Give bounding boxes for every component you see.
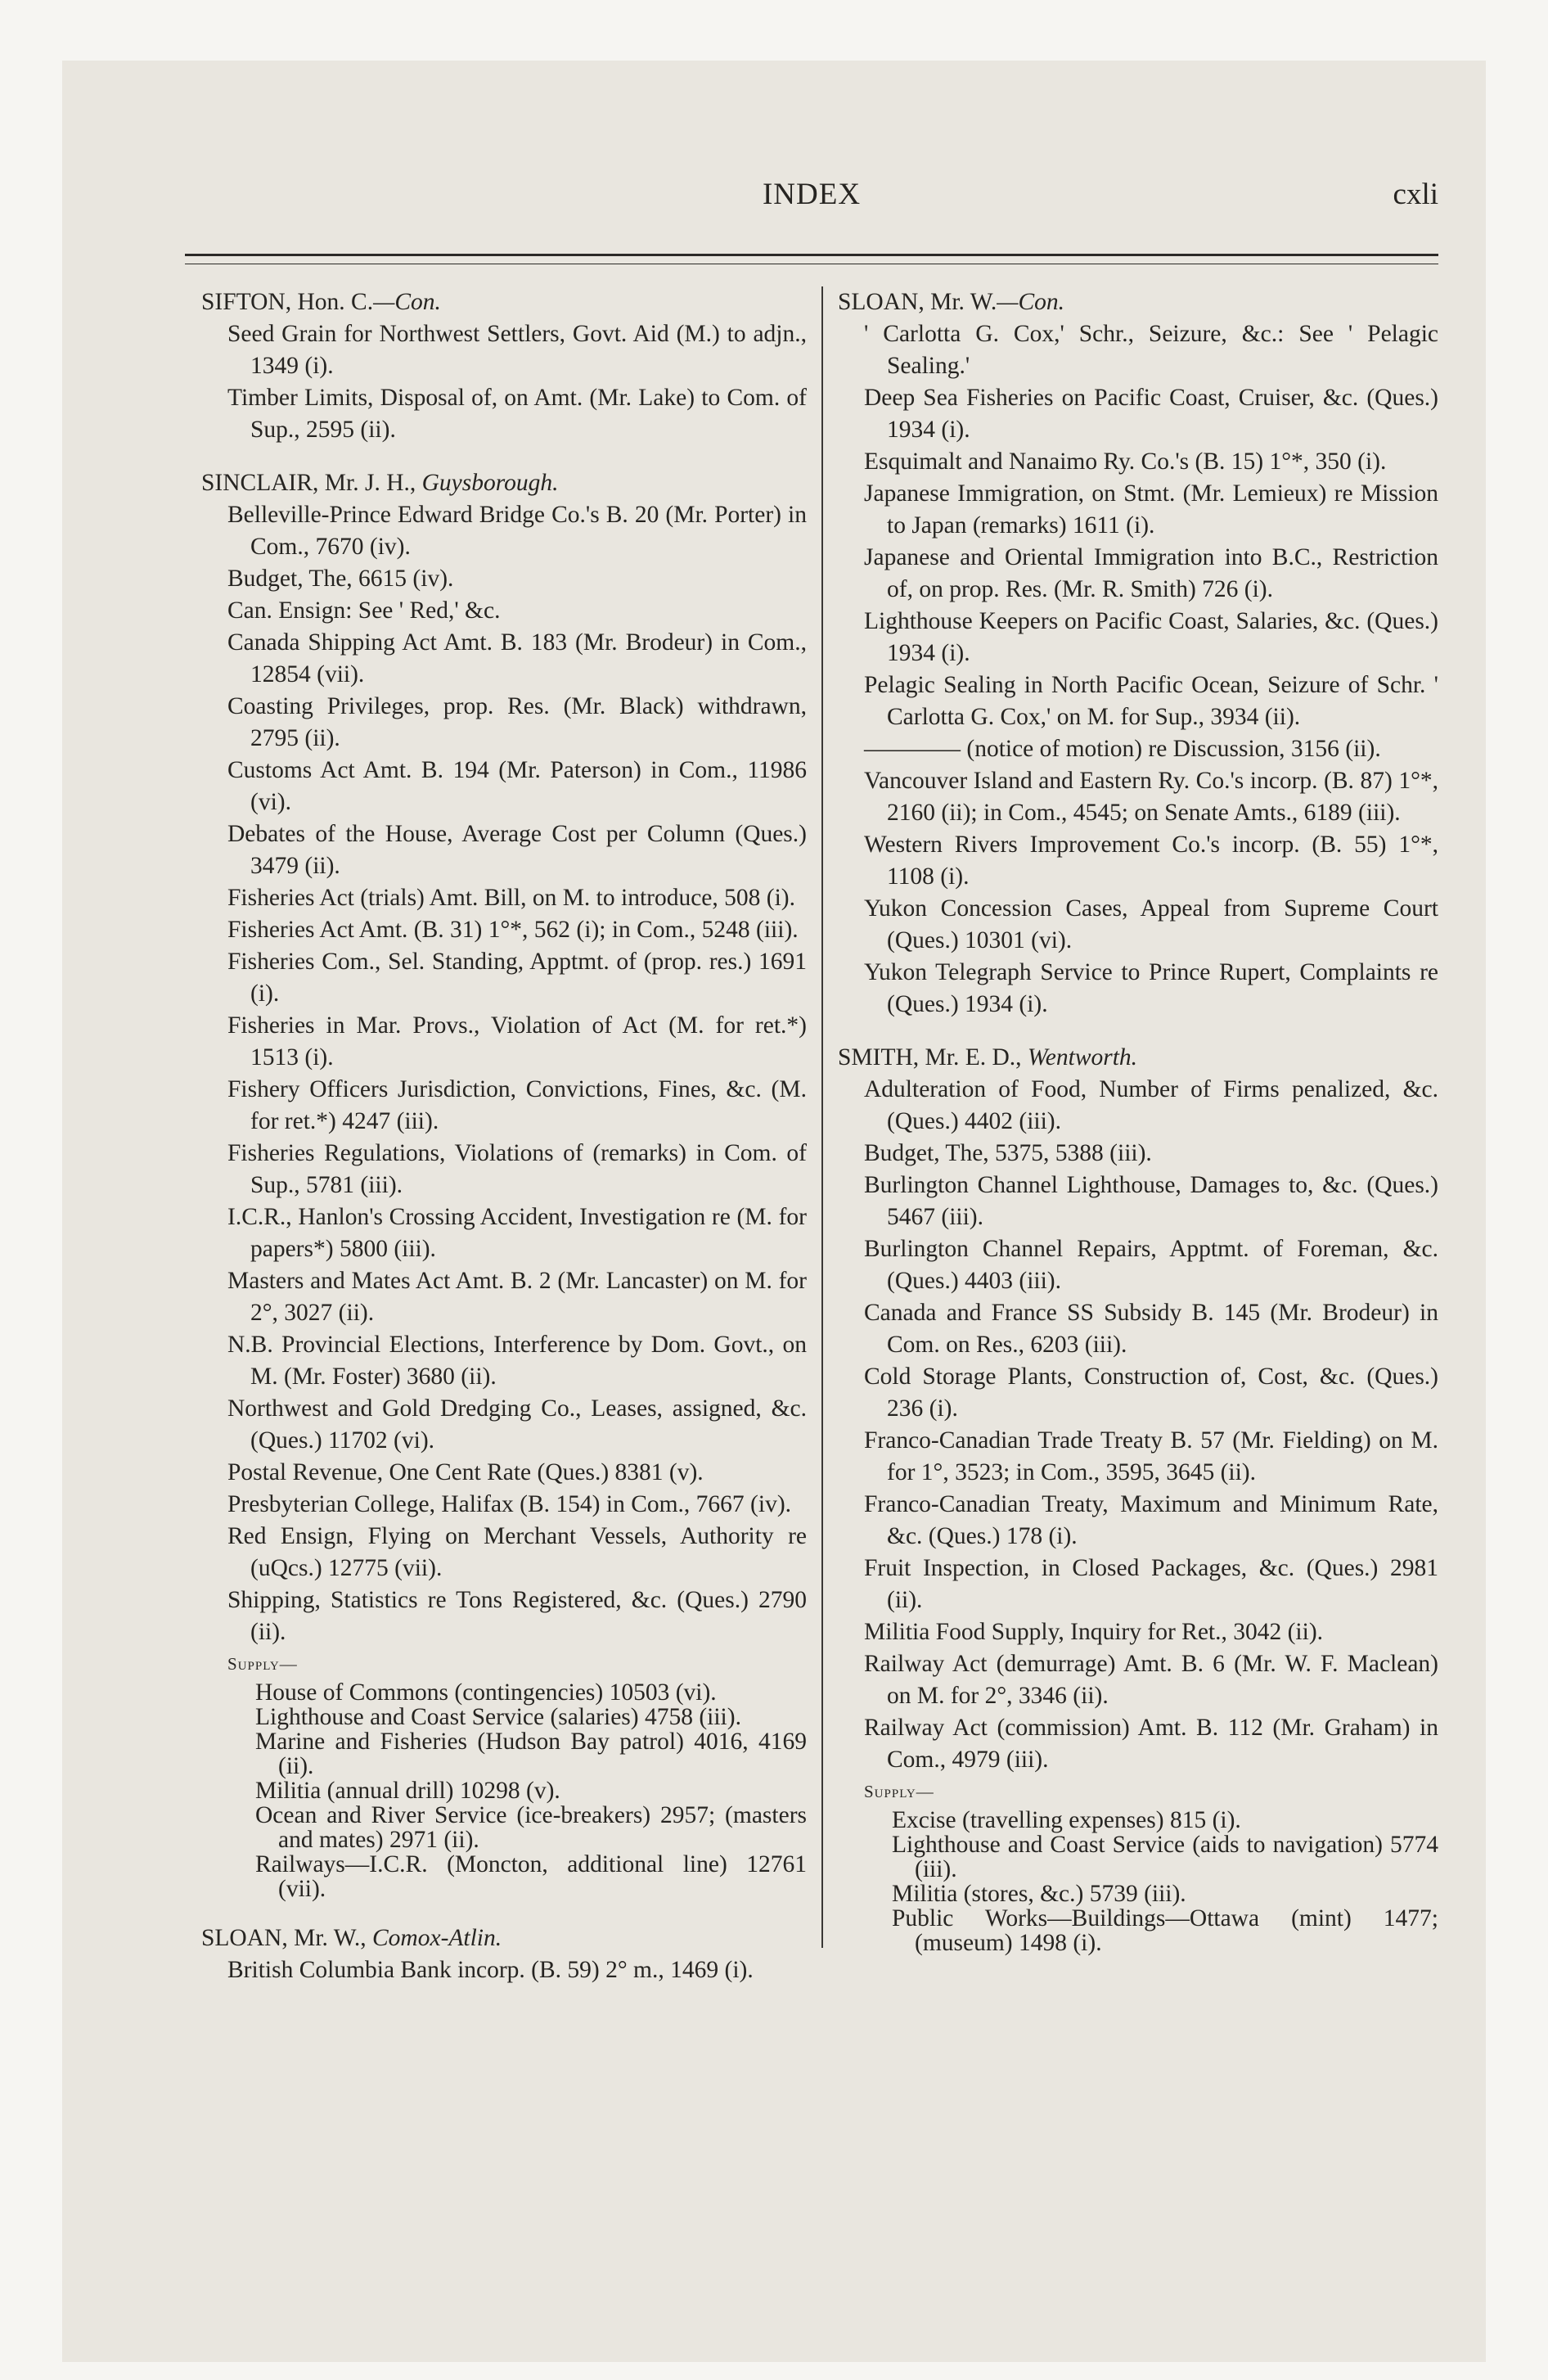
- supply-entry: Excise (travelling expenses) 815 (i).: [892, 1807, 1241, 1833]
- index-entry: I.C.R., Hanlon's Crossing Accident, Investigation re (M. for papers*) 5800 (iii).: [227, 1204, 807, 1262]
- index-entry: Coasting Privileges, prop. Res. (Mr. Black) withdrawn, 2795 (ii).: [227, 693, 807, 751]
- index-entry: Pelagic Sealing in North Pacific Ocean, Seizure of Schr. ' Carlotta G. Cox,' on M. for Sup., 3934 (ii).: [864, 672, 1438, 730]
- index-heading-sloan-con: [838, 286, 1438, 318]
- index-entry: Masters and Mates Act Amt. B. 2 (Mr. Lancaster) on M. for 2°, 3027 (ii).: [227, 1268, 807, 1326]
- heading-suffix: —Con.: [997, 289, 1065, 315]
- smith-entries: [838, 1074, 1438, 1776]
- index-heading-smith: [838, 1042, 1438, 1074]
- index-entry: Railway Act (demurrage) Amt. B. 6 (Mr. W. F. Maclean) on M. for 2°, 3346 (ii).: [864, 1651, 1438, 1709]
- right-column: [838, 286, 1438, 1955]
- index-entry: Fisheries Regulations, Violations of (remarks) in Com. of Sup., 5781 (iii).: [227, 1140, 807, 1198]
- page-number: cxli: [1393, 178, 1438, 211]
- index-entry: Lighthouse Keepers on Pacific Coast, Salaries, &c. (Ques.) 1934 (i).: [864, 608, 1438, 666]
- sifton-entries: [201, 318, 807, 446]
- index-entry: Burlington Channel Lighthouse, Damages to, &c. (Ques.) 5467 (iii).: [864, 1172, 1438, 1230]
- heading-name: SIFTON, Hon. C.: [201, 289, 374, 315]
- index-entry: Fisheries Com., Sel. Standing, Apptmt. of (prop. res.) 1691 (i).: [227, 949, 807, 1007]
- index-entry: N.B. Provincial Elections, Interference by Dom. Govt., on M. (Mr. Foster) 3680 (ii).: [227, 1332, 807, 1390]
- index-entry: Red Ensign, Flying on Merchant Vessels, Authority re (uQcs.) 12775 (vii).: [227, 1523, 807, 1581]
- index-entry: Militia Food Supply, Inquiry for Ret., 3042 (ii).: [864, 1619, 1324, 1645]
- sinclair-supply-entries: [201, 1680, 807, 1901]
- supply-label: Supply—: [864, 1782, 934, 1801]
- index-entry: Timber Limits, Disposal of, on Amt. (Mr. Lake) to Com. of Sup., 2595 (ii).: [227, 385, 807, 443]
- heading-name: SLOAN, Mr. W.: [838, 289, 997, 315]
- heading-suffix: Guysborough.: [421, 470, 559, 496]
- index-entry: Fruit Inspection, in Closed Packages, &c. (Ques.) 2981 (ii).: [864, 1555, 1438, 1613]
- index-entry: British Columbia Bank incorp. (B. 59) 2° m., 1469 (i).: [227, 1957, 754, 1983]
- heading-suffix: Comox-Atlin.: [372, 1925, 502, 1951]
- sloan-con-entries: [838, 318, 1438, 1021]
- index-heading-sifton: [201, 286, 807, 318]
- heading-name: SMITH, Mr. E. D.,: [838, 1044, 1022, 1071]
- index-entry: Belleville-Prince Edward Bridge Co.'s B. 20 (Mr. Porter) in Com., 7670 (iv).: [227, 502, 807, 560]
- index-entry: Vancouver Island and Eastern Ry. Co.'s incorp. (B. 87) 1°*, 2160 (ii); in Com., 4545; on Senate Amts., 6189 (iii).: [864, 768, 1438, 826]
- index-entry: Cold Storage Plants, Construction of, Cost, &c. (Ques.) 236 (i).: [864, 1364, 1438, 1422]
- heading-name: SINCLAIR, Mr. J. H.,: [201, 470, 416, 496]
- supply-entry: Lighthouse and Coast Service (aids to navigation) 5774 (iii).: [892, 1832, 1438, 1882]
- header-rule-thick: [185, 254, 1438, 256]
- index-entry: Shipping, Statistics re Tons Registered, &c. (Ques.) 2790 (ii).: [227, 1587, 807, 1645]
- page-title: INDEX: [762, 178, 862, 211]
- supply-label: Supply—: [227, 1654, 298, 1674]
- index-entry: Yukon Telegraph Service to Prince Rupert, Complaints re (Ques.) 1934 (i).: [864, 959, 1438, 1017]
- index-entry: Japanese and Oriental Immigration into B.C., Restriction of, on prop. Res. (Mr. R. Smith) 726 (i).: [864, 544, 1438, 602]
- index-entry: Fisheries Act (trials) Amt. Bill, on M. to introduce, 508 (i).: [227, 885, 795, 911]
- left-column: [201, 286, 807, 1986]
- supply-entry: Militia (annual drill) 10298 (v).: [255, 1778, 560, 1804]
- index-entry: Postal Revenue, One Cent Rate (Ques.) 8381 (v).: [227, 1459, 704, 1485]
- index-heading-sinclair: [201, 467, 807, 499]
- supply-entry: Marine and Fisheries (Hudson Bay patrol) 4016, 4169 (ii).: [255, 1729, 807, 1779]
- index-entry: Budget, The, 5375, 5388 (iii).: [864, 1140, 1152, 1166]
- index-entry: Deep Sea Fisheries on Pacific Coast, Cruiser, &c. (Ques.) 1934 (i).: [864, 385, 1438, 443]
- index-entry: ' Carlotta G. Cox,' Schr., Seizure, &c.: See ' Pelagic Sealing.': [864, 321, 1438, 379]
- index-entry: Fishery Officers Jurisdiction, Convictions, Fines, &c. (M. for ret.*) 4247 (iii).: [227, 1076, 807, 1134]
- sinclair-entries: [201, 499, 807, 1648]
- index-entry: Fisheries Act Amt. (B. 31) 1°*, 562 (i); in Com., 5248 (iii).: [227, 917, 799, 943]
- supply-entry: House of Commons (contingencies) 10503 (vi).: [255, 1679, 717, 1706]
- index-entry: Fisheries in Mar. Provs., Violation of Act (M. for ret.*) 1513 (i).: [227, 1012, 807, 1071]
- index-entry: Presbyterian College, Halifax (B. 154) in Com., 7667 (iv).: [227, 1491, 792, 1517]
- index-entry: ———— (notice of motion) re Discussion, 3156 (ii).: [864, 736, 1381, 762]
- index-entry: Northwest and Gold Dredging Co., Leases, assigned, &c. (Ques.) 11702 (vi).: [227, 1395, 807, 1454]
- index-entry: Franco-Canadian Treaty, Maximum and Minimum Rate, &c. (Ques.) 178 (i).: [864, 1491, 1438, 1549]
- index-entry: Debates of the House, Average Cost per Column (Ques.) 3479 (ii).: [227, 821, 807, 879]
- column-divider: [821, 286, 823, 1948]
- index-entry: Canada Shipping Act Amt. B. 183 (Mr. Brodeur) in Com., 12854 (vii).: [227, 629, 807, 687]
- heading-suffix: —Con.: [373, 289, 441, 315]
- index-heading-sloan: [201, 1922, 807, 1954]
- index-entry: Adulteration of Food, Number of Firms penalized, &c. (Ques.) 4402 (iii).: [864, 1076, 1438, 1134]
- supply-entry: Lighthouse and Coast Service (salaries) 4758 (iii).: [255, 1704, 741, 1730]
- supply-entry: Militia (stores, &c.) 5739 (iii).: [892, 1881, 1186, 1907]
- index-entry: Franco-Canadian Trade Treaty B. 57 (Mr. Fielding) on M. for 1°, 3523; in Com., 3595, 3645 (ii).: [864, 1427, 1438, 1485]
- index-entry: Canada and France SS Subsidy B. 145 (Mr. Brodeur) in Com. on Res., 6203 (iii).: [864, 1300, 1438, 1358]
- smith-supply-entries: [838, 1808, 1438, 1955]
- index-entry: Yukon Concession Cases, Appeal from Supreme Court (Ques.) 10301 (vi).: [864, 895, 1438, 953]
- index-entry: Esquimalt and Nanaimo Ry. Co.'s (B. 15) 1°*, 350 (i).: [864, 449, 1387, 475]
- page-header: [185, 177, 1438, 226]
- supply-entry: Ocean and River Service (ice-breakers) 2957; (masters and mates) 2971 (ii).: [255, 1802, 807, 1853]
- supply-entry: Railways—I.C.R. (Moncton, additional line) 12761 (vii).: [255, 1851, 807, 1902]
- supply-entry: Public Works—Buildings—Ottawa (mint) 1477; (museum) 1498 (i).: [892, 1905, 1438, 1956]
- index-entry: Burlington Channel Repairs, Apptmt. of Foreman, &c. (Ques.) 4403 (iii).: [864, 1236, 1438, 1294]
- index-entry: Can. Ensign: See ' Red,' &c.: [227, 597, 501, 624]
- index-entry: Seed Grain for Northwest Settlers, Govt. Aid (M.) to adjn., 1349 (i).: [227, 321, 807, 379]
- sloan-entries: [201, 1954, 807, 1986]
- index-entry: Railway Act (commission) Amt. B. 112 (Mr. Graham) in Com., 4979 (iii).: [864, 1715, 1438, 1773]
- heading-name: SLOAN, Mr. W.,: [201, 1925, 367, 1951]
- index-entry: Budget, The, 6615 (iv).: [227, 566, 454, 592]
- heading-suffix: Wentworth.: [1027, 1044, 1138, 1071]
- index-entry: Customs Act Amt. B. 194 (Mr. Paterson) in Com., 11986 (vi).: [227, 757, 807, 815]
- index-entry: Western Rivers Improvement Co.'s incorp. (B. 55) 1°*, 1108 (i).: [864, 832, 1438, 890]
- index-entry: Japanese Immigration, on Stmt. (Mr. Lemieux) re Mission to Japan (remarks) 1611 (i).: [864, 480, 1438, 539]
